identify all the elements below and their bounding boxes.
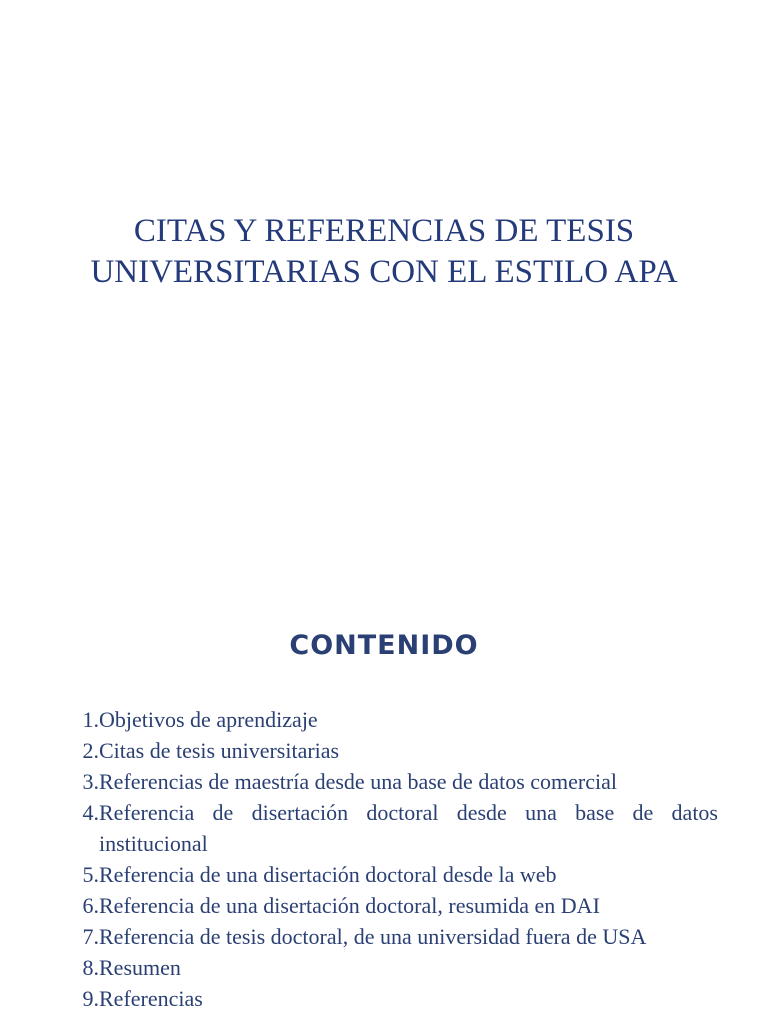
contents-list [62,704,718,1014]
list-item-number: 1. [82,707,99,732]
list-item [62,983,718,1014]
list-item [62,890,718,921]
list-item-number: 9. [82,986,99,1011]
list-item-text: Citas de tesis universitarias [99,738,340,763]
list-item [62,766,718,797]
list-item [62,921,718,952]
document-title [0,211,768,293]
list-item [62,859,718,890]
list-item-number: 4. [82,800,99,825]
list-item-number: 7. [82,924,99,949]
title-line-2: UNIVERSITARIAS CON EL ESTILO APA [90,254,678,290]
list-item-text: Referencia de una disertación doctoral desde la web [99,862,557,887]
list-item [62,735,718,766]
list-item-text: Resumen [99,955,181,980]
list-item-text: Referencia de una disertación doctoral, resumida en DAI [99,893,600,918]
list-item-text: Objetivos de aprendizaje [99,707,318,732]
list-item-number: 5. [82,862,99,887]
list-item-text: Referencias [99,986,203,1011]
list-item-number: 2. [82,738,99,763]
list-item-number: 3. [82,769,99,794]
list-item-number: 6. [82,893,99,918]
list-item [62,797,718,859]
list-item-number: 8. [82,955,99,980]
list-item-text: Referencia de disertación doctoral desde una base de datos institucional [99,800,718,856]
list-item-text: Referencias de maestría desde una base de datos comercial [99,769,617,794]
list-item [62,704,718,735]
list-item-text: Referencia de tesis doctoral, de una universidad fuera de USA [99,924,647,949]
title-line-1: CITAS Y REFERENCIAS DE TESIS [133,213,635,249]
contents-heading: CONTENIDO [289,630,479,661]
list-item [62,952,718,983]
